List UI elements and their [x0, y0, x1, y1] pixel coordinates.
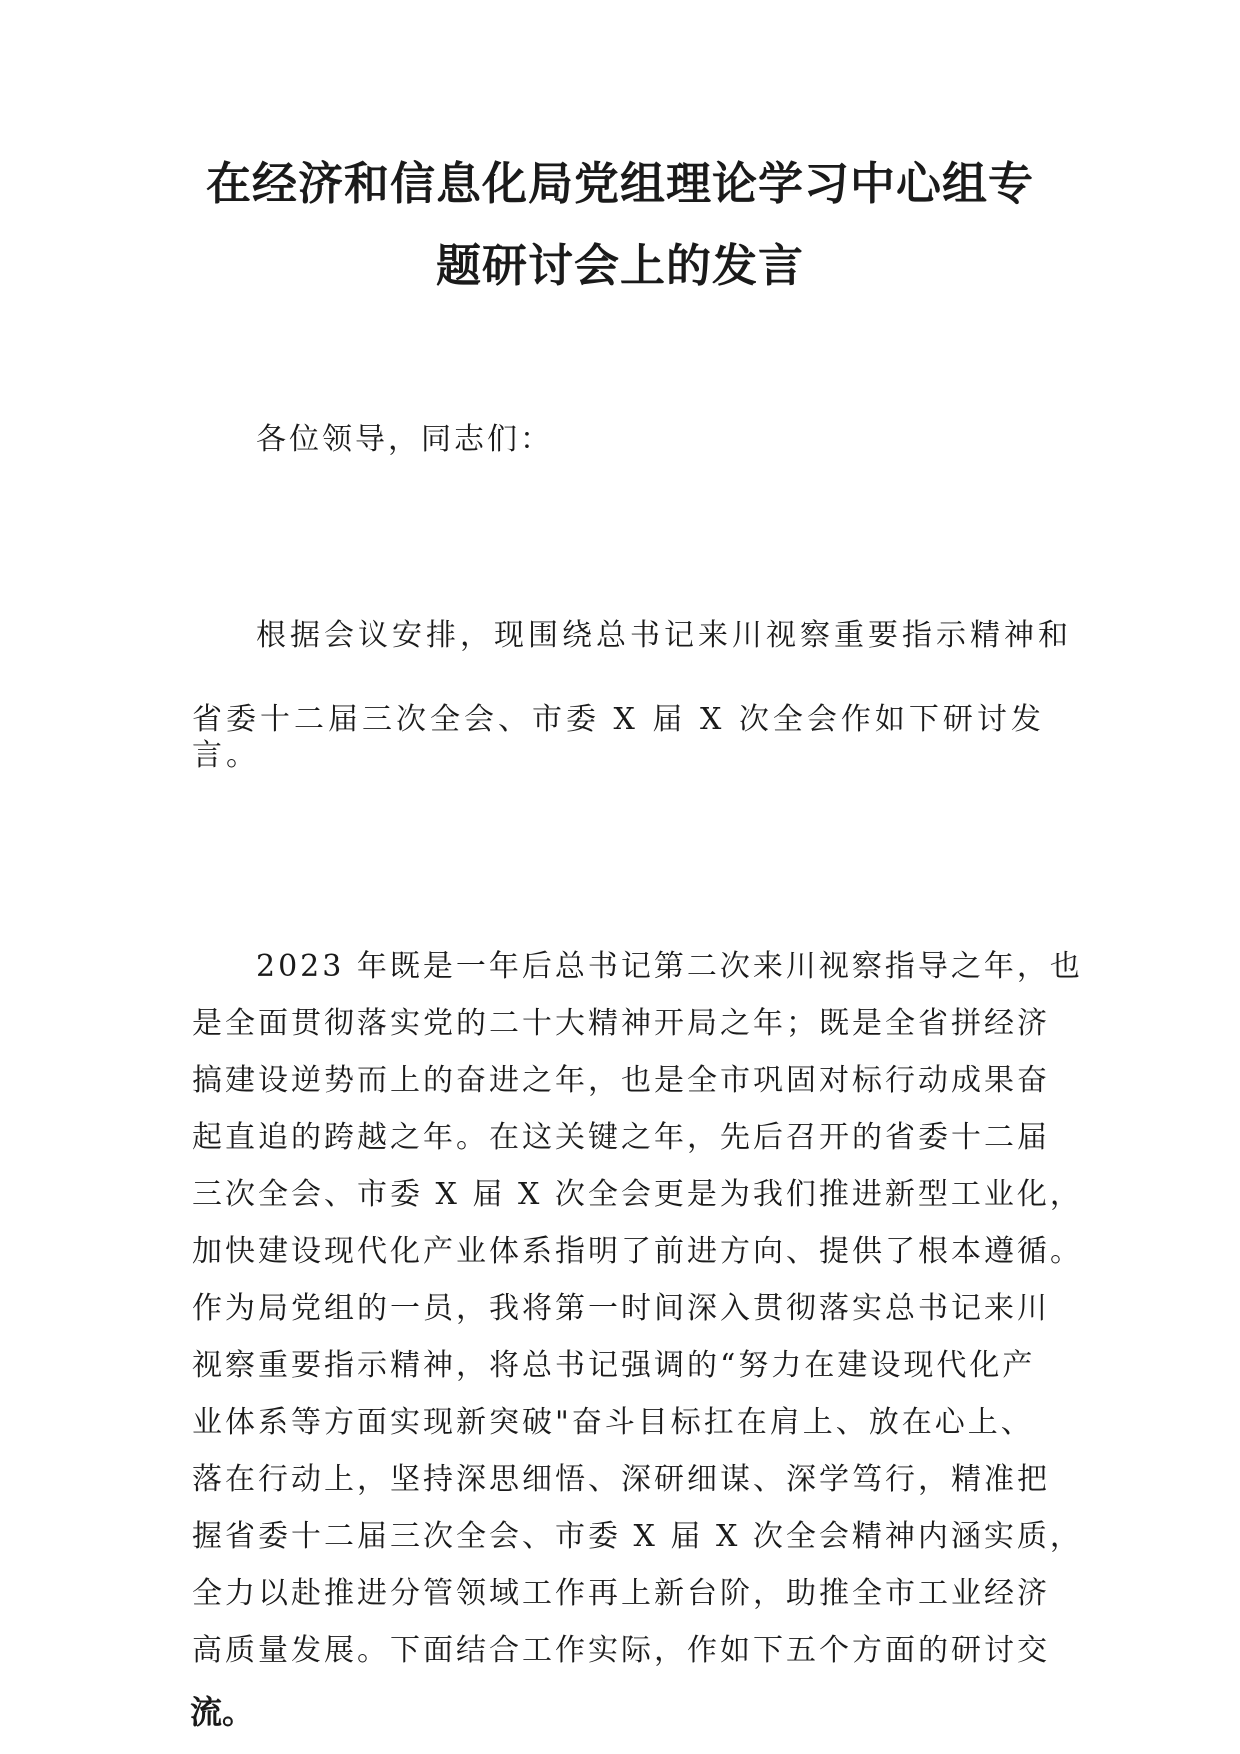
- body-line: 加快建设现代化产业体系指明了前进方向、提供了根本遵循。: [192, 1234, 1083, 1269]
- body-paragraph: [192, 938, 1083, 1679]
- body-line: 作为局党组的一员，我将第一时间深入贯彻落实总书记来川: [192, 1291, 1050, 1326]
- body-line: 视察重要指示精神，将总书记强调的“努力在建设现代化产: [192, 1348, 1036, 1383]
- body-line: 2023 年既是一年后总书记第二次来川视察指导之年，也: [256, 949, 1083, 984]
- intro-paragraph-line-1: 根据会议安排，现围绕总书记来川视察重要指示精神和: [256, 618, 1072, 653]
- body-line: 握省委十二届三次全会、市委 X 届 X 次全会精神内涵实质，: [192, 1519, 1083, 1554]
- body-line: 高质量发展。下面结合工作实际，作如下五个方面的研讨交: [192, 1633, 1050, 1668]
- body-line: 起直追的跨越之年。在这关键之年，先后召开的省委十二届: [192, 1120, 1050, 1155]
- body-line: 全力以赴推进分管领域工作再上新台阶，助推全市工业经济: [192, 1576, 1050, 1611]
- document-title-line-2: 题研讨会上的发言: [435, 239, 804, 292]
- body-line: 三次全会、市委 X 届 X 次全会更是为我们推进新型工业化，: [192, 1177, 1083, 1212]
- body-line: 搞建设逆势而上的奋进之年，也是全市巩固对标行动成果奋: [192, 1063, 1050, 1098]
- intro-paragraph-line-2: 省委十二届三次全会、市委 X 届 X 次全会作如下研讨发: [192, 702, 1045, 737]
- body-line: 落在行动上，坚持深思细悟、深研细谋、深学笃行，精准把: [192, 1462, 1050, 1497]
- body-final-line: 流。: [190, 1693, 255, 1731]
- salutation: 各位领导，同志们：: [256, 422, 553, 457]
- intro-paragraph-line-3: 言。: [192, 738, 260, 773]
- document-title-line-1: 在经济和信息化局党组理论学习中心组专: [205, 157, 1034, 210]
- body-line: 是全面贯彻落实党的二十大精神开局之年；既是全省拼经济: [192, 1006, 1050, 1041]
- body-line: 业体系等方面实现新突破"奋斗目标扛在肩上、放在心上、: [192, 1405, 1034, 1440]
